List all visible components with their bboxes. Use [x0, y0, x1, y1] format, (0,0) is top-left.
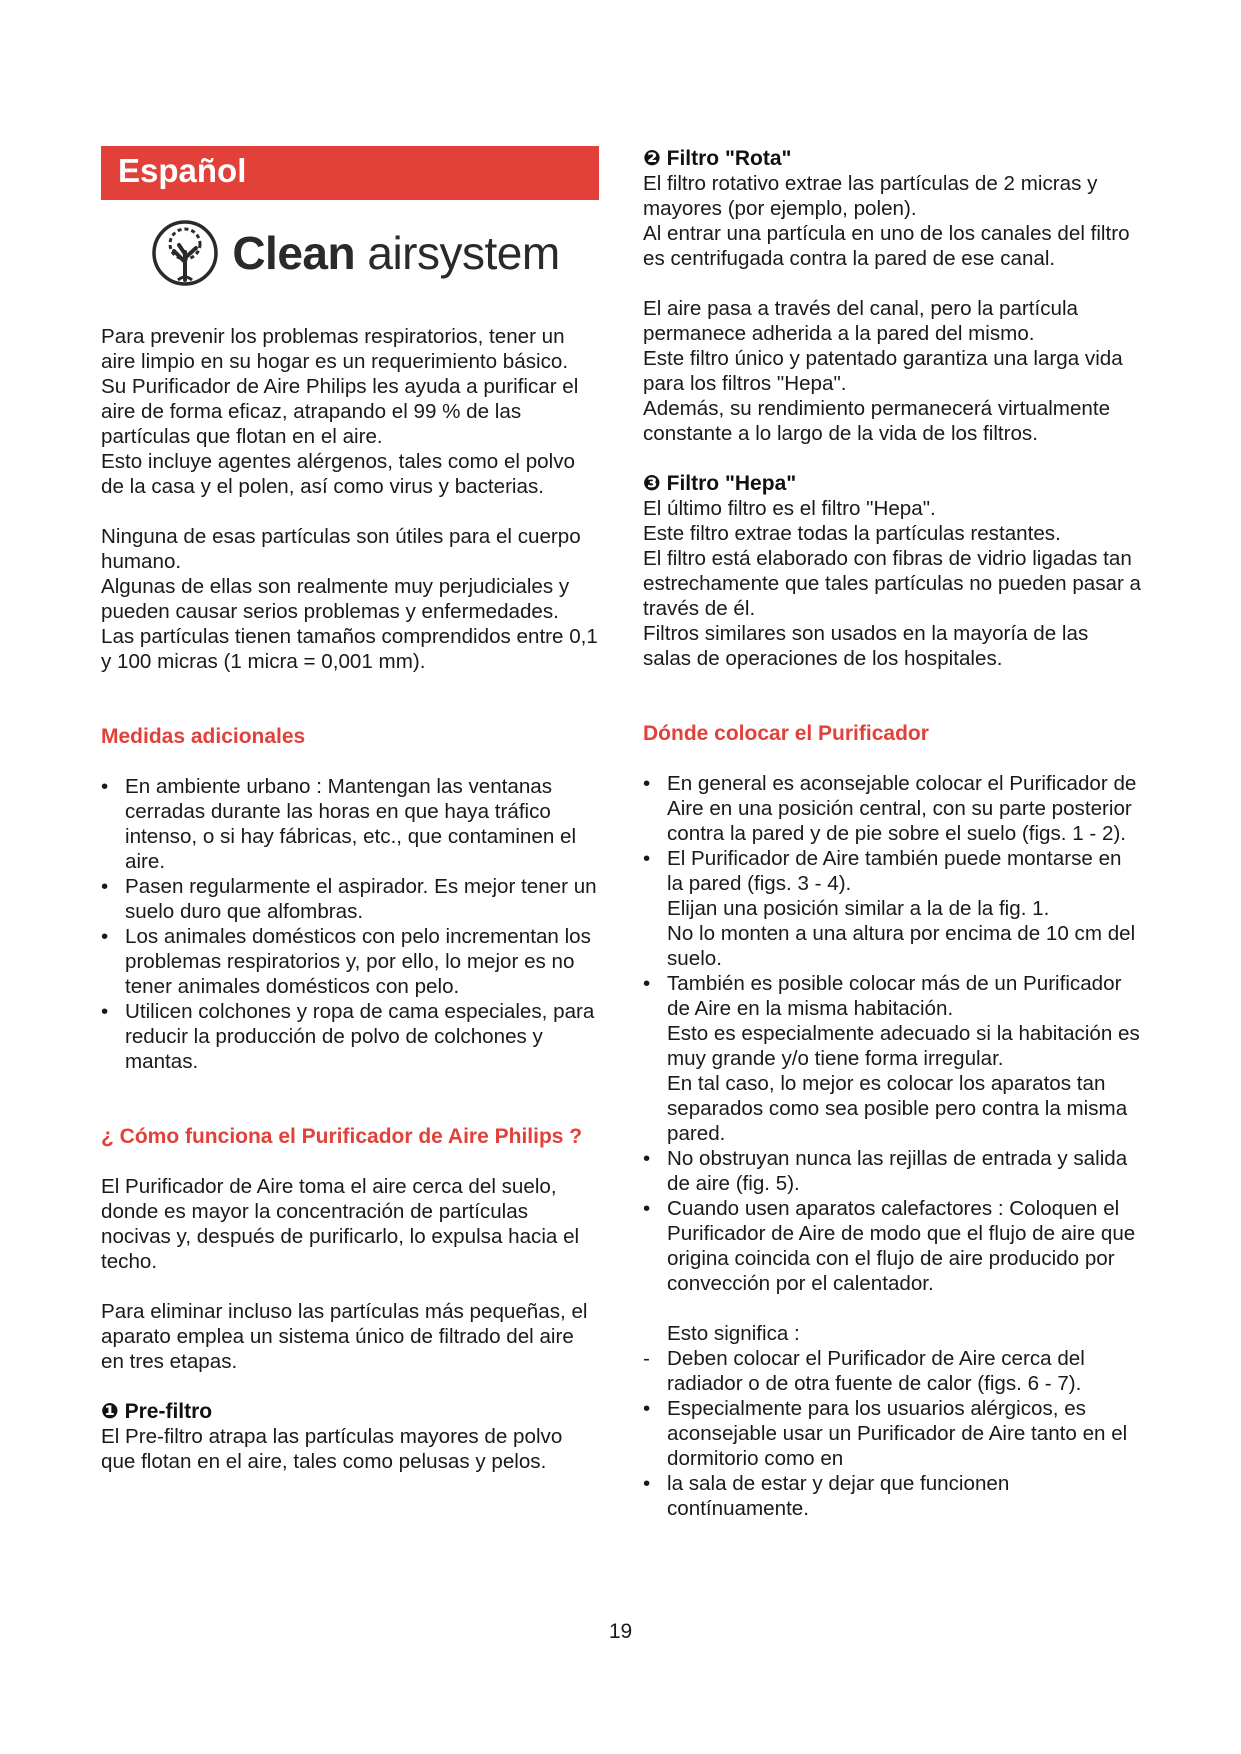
language-banner: Español [101, 146, 599, 200]
placement-list [643, 771, 1141, 1521]
list-item: • No obstruyan nunca las rejillas de entrada y salida de aire (fig. 5). [643, 1147, 1128, 1195]
logo-wordmark [232, 226, 560, 279]
hepa-filter-heading: ❸ Filtro "Hepa" [643, 472, 797, 495]
intro-paragraph: Su Purificador de Aire Philips les ayuda a purificar el aire de forma eficaz, atrapando el 99 % de las partículas que flotan en el aire. [101, 375, 579, 448]
hepa-paragraph: Este filtro extrae todas la partículas restantes. [643, 522, 1061, 545]
how-it-works-heading: ¿ Cómo funciona el Purificador de Aire Philips ? [101, 1125, 583, 1148]
rota-paragraph: El aire pasa a través del canal, pero la partícula permanece adherida a la pared del mismo. [643, 297, 1079, 345]
list-item: - Deben colocar el Purificador de Aire cerca del radiador o de otra fuente de calor (figs. 6 - 7). [643, 1347, 1085, 1395]
tree-logo-icon [150, 218, 220, 288]
prefilter-heading: ❶ Pre-filtro [101, 1400, 213, 1423]
logo-light-text: airsystem [367, 226, 560, 279]
list-item: • Los animales domésticos con pelo incrementan los problemas respiratorios y, por ello, lo mejor es no tener animales domésticos con pelo. [101, 925, 591, 998]
intro-paragraph: Algunas de ellas son realmente muy perjudiciales y pueden causar serios problemas y enfermedades. [101, 575, 570, 623]
intro-paragraph: Las partículas tienen tamaños comprendidos entre 0,1 y 100 micras (1 micra = 0,001 mm). [101, 625, 598, 673]
measures-list [101, 774, 599, 1074]
rota-filter-heading: ❷ Filtro "Rota" [643, 147, 792, 170]
intro-paragraph: Ninguna de esas partículas son útiles para el cuerpo humano. [101, 525, 581, 573]
rota-paragraph: Este filtro único y patentado garantiza una larga vida para los filtros "Hepa". [643, 347, 1123, 395]
clean-airsystem-logo [101, 218, 599, 288]
list-item: • Utilicen colchones y ropa de cama especiales, para reducir la producción de polvo de colchones y mantas. [101, 1000, 595, 1073]
list-item: • Cuando usen aparatos calefactores : Coloquen el Purificador de Aire de modo que el flujo de aire que origina coincida con el flujo de aire producido por convección por el calentador. Esto significa : [643, 1197, 1136, 1345]
hepa-paragraph: El filtro está elaborado con fibras de vidrio ligadas tan estrechamente que tales partículas no pueden pasar a través de él. [643, 547, 1142, 620]
list-item: • Pasen regularmente el aspirador. Es mejor tener un suelo duro que alfombras. [101, 875, 597, 923]
placement-heading: Dónde colocar el Purificador [643, 722, 929, 745]
list-item: • En general es aconsejable colocar el Purificador de Aire en una posición central, con su parte posterior contra la pared y de pie sobre el suelo (figs. 1 - 2). [643, 772, 1137, 845]
measures-heading: Medidas adicionales [101, 725, 306, 748]
rota-paragraph: El filtro rotativo extrae las partículas de 2 micras y mayores (por ejemplo, polen). [643, 172, 1098, 220]
rota-paragraph: Además, su rendimiento permanecerá virtualmente constante a lo largo de la vida de los filtros. [643, 397, 1111, 445]
hepa-paragraph: Filtros similares son usados en la mayoría de las salas de operaciones de los hospitales. [643, 622, 1089, 670]
list-item: • En ambiente urbano : Mantengan las ventanas cerradas durante las horas en que haya tráfico intenso, o si hay fábricas, etc., que contaminen el aire. [101, 775, 577, 873]
list-item: • También es posible colocar más de un Purificador de Aire en la misma habitación. Esto es especialmente adecuado si la habitación es muy grande y/o tiene forma irregular. En tal caso, lo mejor es colocar los aparatos tan separados como sea posible pero contra la misma pared. [643, 972, 1140, 1145]
page-number: 19 [608, 1620, 633, 1643]
intro-paragraph: Esto incluye agentes alérgenos, tales como el polvo de la casa y el polen, así como virus y bacterias. [101, 450, 575, 498]
list-item: • la sala de estar y dejar que funcionen contínuamente. [643, 1472, 1010, 1520]
how-paragraph: Para eliminar incluso las partículas más pequeñas, el aparato emplea un sistema único de filtrado del aire en tres etapas. [101, 1300, 588, 1373]
hepa-paragraph: El último filtro es el filtro "Hepa". [643, 497, 936, 520]
rota-paragraph: Al entrar una partícula en uno de los canales del filtro es centrifugada contra la pared de ese canal. [643, 222, 1130, 270]
left-column [101, 146, 599, 1474]
intro-paragraph: Para prevenir los problemas respiratorios, tener un aire limpio en su hogar es un requerimiento básico. [101, 325, 569, 373]
how-paragraph: El Purificador de Aire toma el aire cerca del suelo, donde es mayor la concentración de partículas nocivas y, después de purificarlo, lo expulsa hacia el techo. [101, 1175, 580, 1273]
right-column [643, 146, 1141, 1521]
list-item: • El Purificador de Aire también puede montarse en la pared (figs. 3 - 4). Elijan una posición similar a la de la fig. 1. No lo monten a una altura por encima de 10 cm del suelo. [643, 847, 1136, 970]
logo-bold-text: Clean [232, 226, 356, 279]
prefilter-paragraph: El Pre-filtro atrapa las partículas mayores de polvo que flotan en el aire, tales como pelusas y pelos. [101, 1425, 563, 1473]
list-item: • Especialmente para los usuarios alérgicos, es aconsejable usar un Purificador de Aire tanto en el dormitorio como en [643, 1397, 1128, 1470]
